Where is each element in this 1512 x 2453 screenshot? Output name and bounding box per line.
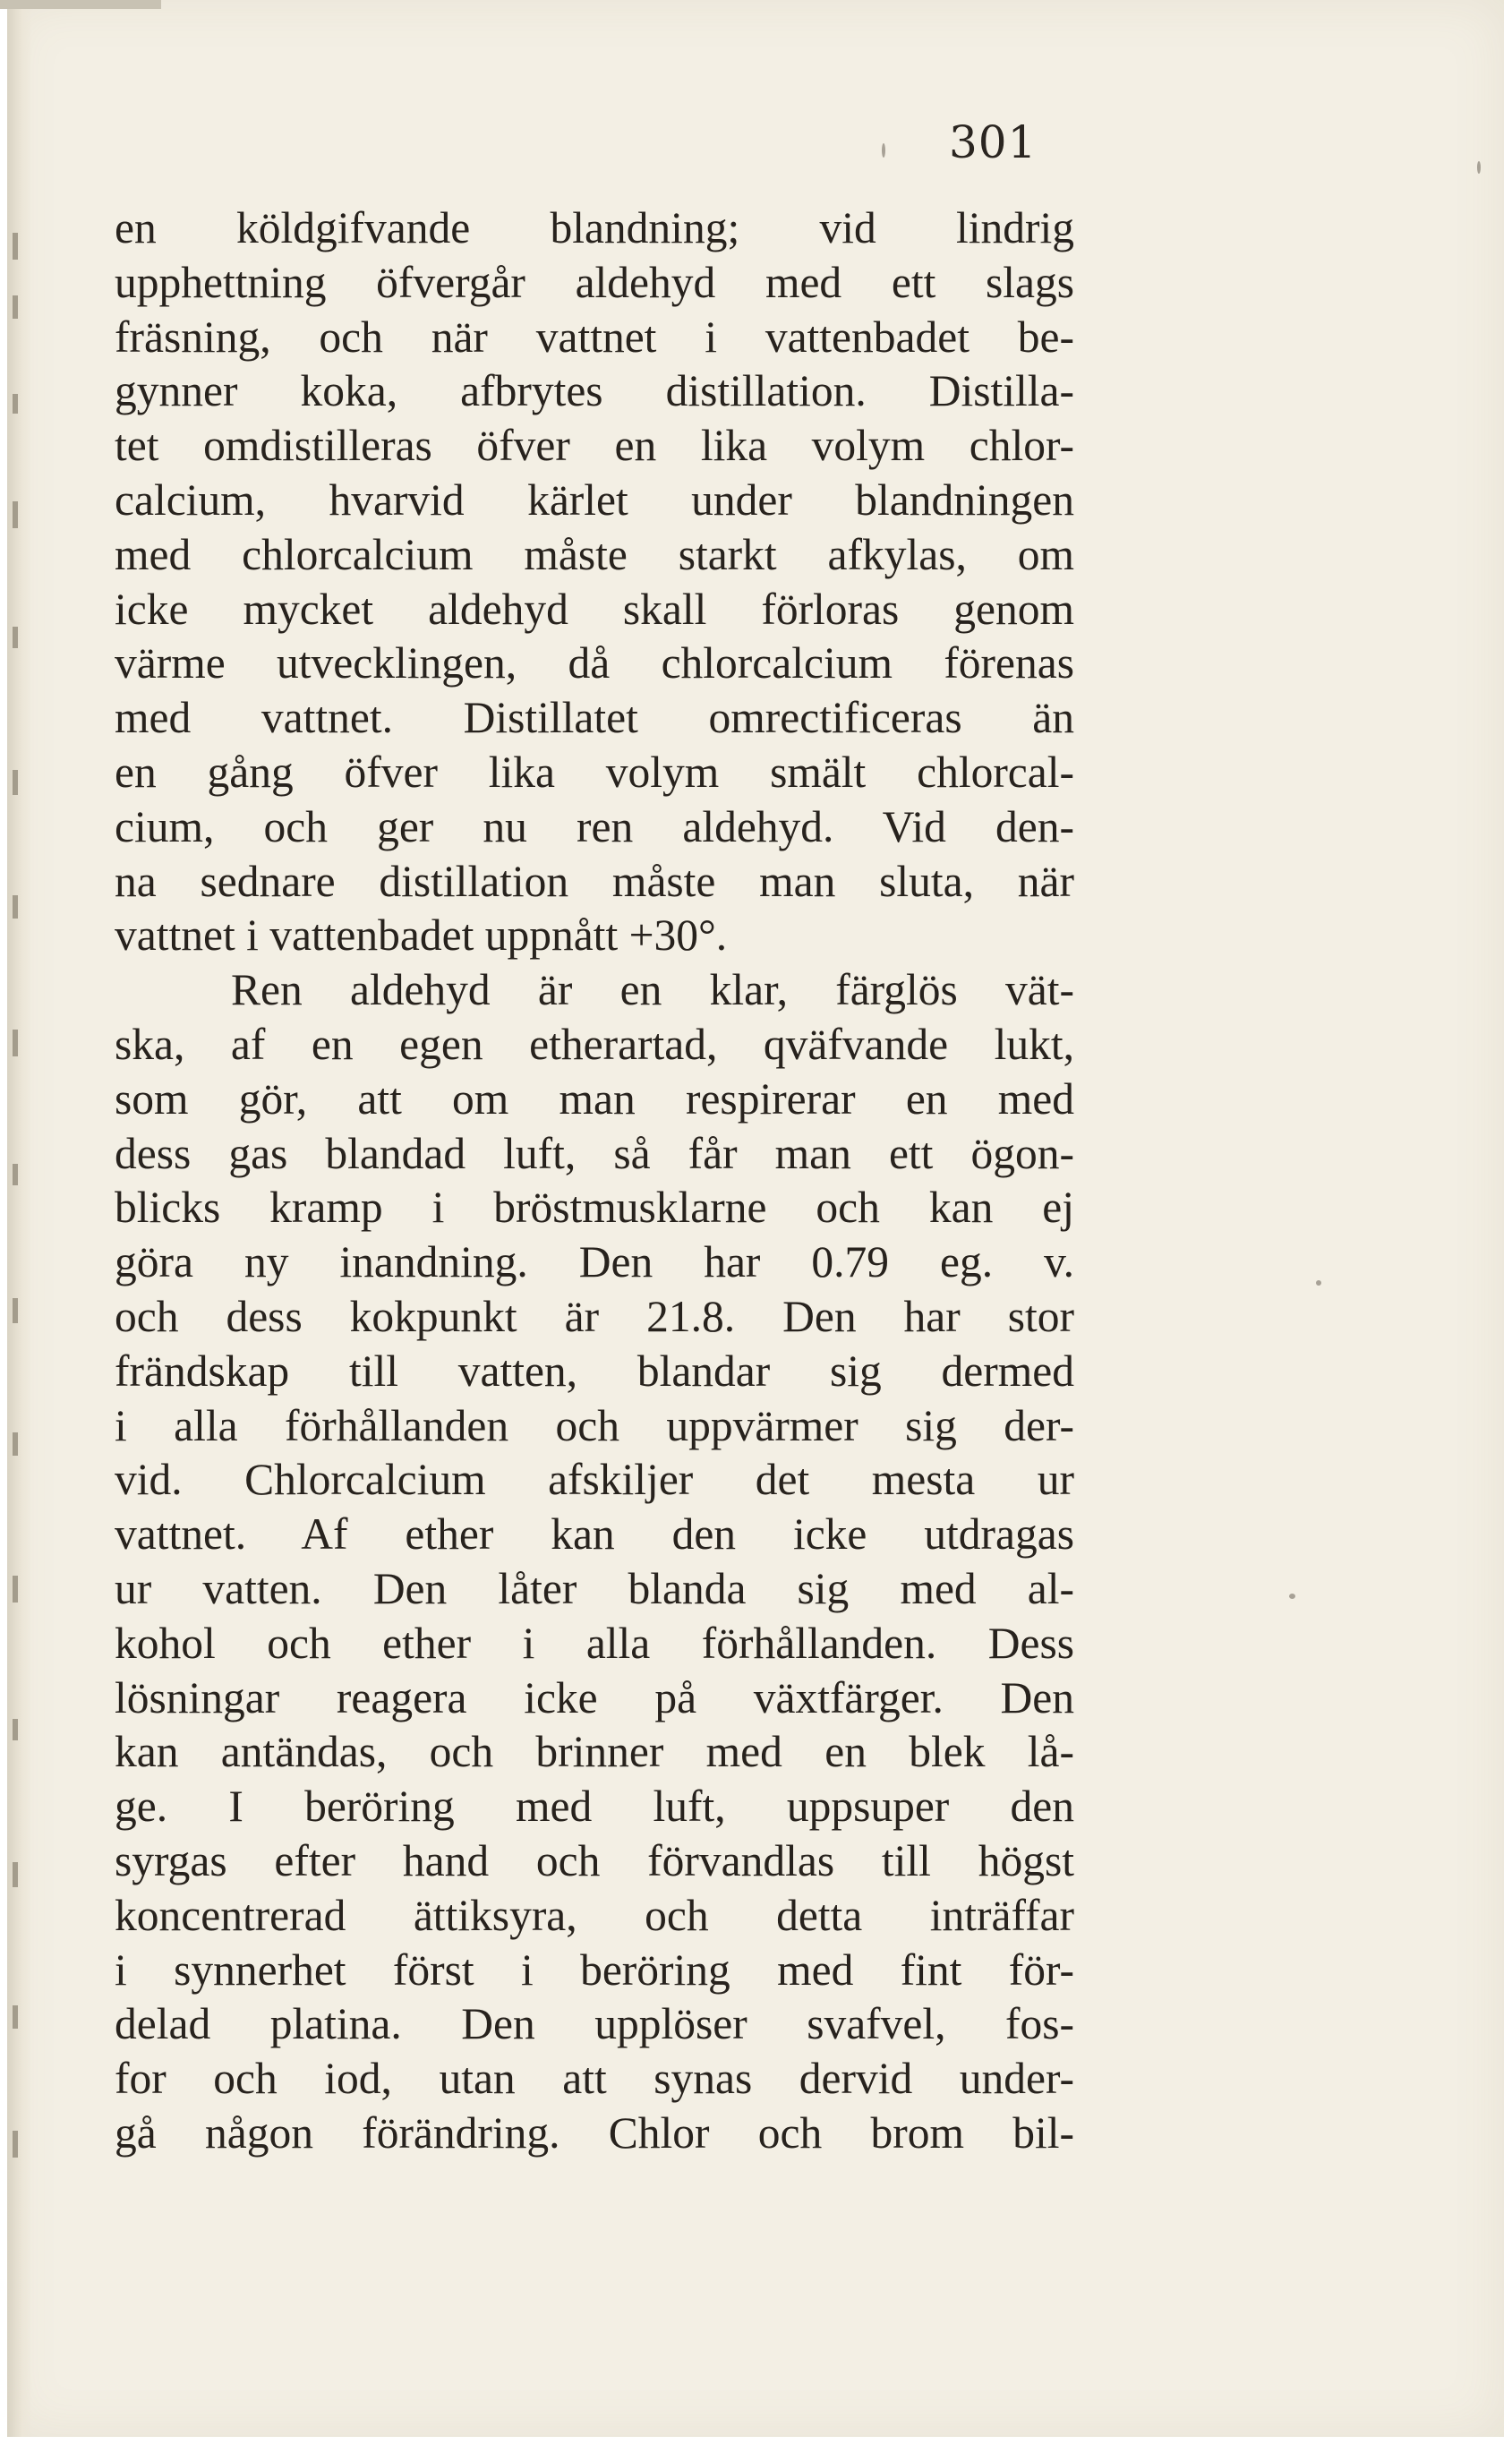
binding-mark xyxy=(13,1862,18,1887)
text-line: syrgas efter hand och förvandlas till högst xyxy=(115,1835,1074,1885)
text-line: med chlorcalcium måste starkt afkylas, om xyxy=(115,529,1074,579)
text-line: fräsning, och när vattnet i vattenbadet be- xyxy=(115,312,1074,362)
text-line: delad platina. Den upplöser svafvel, fos- xyxy=(115,1999,1074,2049)
binding-mark xyxy=(13,1030,18,1056)
text-line: lösningar reagera icke på växtfärger. Den xyxy=(115,1672,1074,1722)
text-line: ur vatten. Den låter blanda sig med al- xyxy=(115,1563,1074,1613)
text-line: vid. Chlorcalcium afskiljer det mesta ur xyxy=(115,1455,1074,1505)
binding-mark xyxy=(13,501,18,528)
text-line: som gör, att om man respirerar en med xyxy=(115,1073,1074,1124)
binding-mark xyxy=(13,627,18,648)
text-line: tet omdistilleras öfver en lika volym chlor- xyxy=(115,421,1074,471)
text-line: vattnet. Af ether kan den icke utdragas xyxy=(115,1509,1074,1560)
binding-edge xyxy=(7,0,32,2437)
binding-mark xyxy=(13,770,18,795)
text-line: cium, och ger nu ren aldehyd. Vid den- xyxy=(115,801,1074,851)
text-line: kan antändas, och brinner med en blek lå- xyxy=(115,1727,1074,1777)
text-line: blicks kramp i bröstmusklarne och kan ej xyxy=(115,1183,1074,1233)
text-line: na sednare distillation måste man sluta, när xyxy=(115,856,1074,906)
paper-speck xyxy=(1477,161,1481,174)
page-number: 301 xyxy=(949,116,1038,168)
text-line: värme utvecklingen, då chlorcalcium förenas xyxy=(115,638,1074,688)
text-line: i synnerhet först i beröring med fint för- xyxy=(115,1944,1074,1995)
text-line: ska, af en egen etherartad, qväfvande lukt, xyxy=(115,1019,1074,1069)
binding-mark xyxy=(13,295,18,319)
text-line: upphettning öfvergår aldehyd med ett slags xyxy=(115,257,1074,307)
text-line: göra ny inandning. Den har 0.79 eg. v. xyxy=(115,1237,1074,1287)
text-line: for och iod, utan att synas dervid under- xyxy=(115,2054,1074,2104)
binding-mark xyxy=(13,895,18,919)
text-line: kohol och ether i alla förhållanden. Dess xyxy=(115,1618,1074,1668)
binding-mark xyxy=(13,233,18,260)
text-line: vattnet i vattenbadet uppnått +30°. xyxy=(115,910,728,961)
text-line: koncentrerad ättiksyra, och detta inträffar xyxy=(115,1890,1074,1940)
paper-speck xyxy=(1316,1280,1321,1286)
text-line: i alla förhållanden och uppvärmer sig der- xyxy=(115,1400,1074,1450)
binding-mark xyxy=(13,1164,18,1185)
body-text xyxy=(115,201,1074,2161)
text-line: calcium, hvarvid kärlet under blandningen xyxy=(115,474,1074,525)
binding-mark xyxy=(13,1432,18,1456)
scan-top-margin-mark xyxy=(0,0,161,9)
text-line: en köldgifvande blandning; vid lindrig xyxy=(115,203,1074,252)
binding-mark xyxy=(13,394,18,414)
text-line: gynner koka, afbrytes distillation. Distilla- xyxy=(115,366,1074,416)
paper-speck xyxy=(1289,1594,1295,1599)
text-line: icke mycket aldehyd skall förloras genom xyxy=(115,584,1074,634)
binding-mark xyxy=(13,1576,18,1603)
text-line: med vattnet. Distillatet omrectificeras än xyxy=(115,693,1074,743)
paragraph-start-line: Ren aldehyd är en klar, färglös vät- xyxy=(231,965,1074,1015)
text-line: ge. I beröring med luft, uppsuper den xyxy=(115,1782,1074,1832)
binding-mark xyxy=(13,2005,18,2029)
text-line: frändskap till vatten, blandar sig dermed xyxy=(115,1346,1074,1396)
binding-mark xyxy=(13,2131,18,2158)
paper-speck xyxy=(882,143,885,158)
binding-mark xyxy=(13,1719,18,1740)
text-line: och dess kokpunkt är 21.8. Den har stor xyxy=(115,1291,1074,1341)
text-line: dess gas blandad luft, så får man ett ögon- xyxy=(115,1128,1074,1178)
text-line: en gång öfver lika volym smält chlorcal- xyxy=(115,747,1074,797)
text-line: gå någon förändring. Chlor och brom bil- xyxy=(115,2107,1074,2158)
binding-mark xyxy=(13,1298,18,1323)
